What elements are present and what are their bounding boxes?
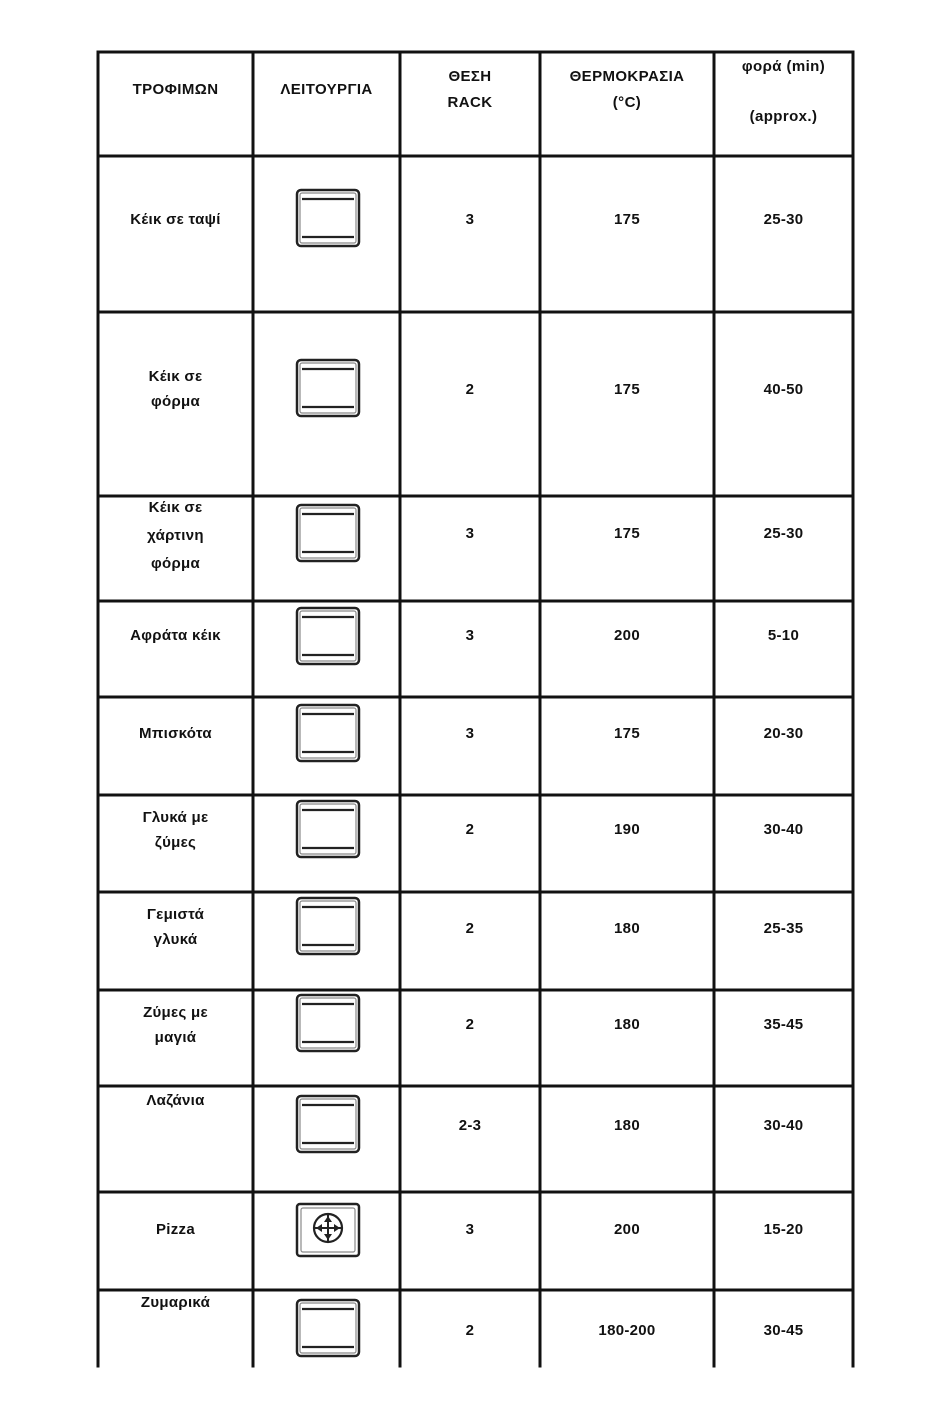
temperature-cell: 175 [614,724,640,742]
food-cell: Μπισκότα [139,724,212,742]
temperature-cell: 180 [614,1015,640,1033]
rack-cell: 2 [465,820,475,838]
rack-cell: 2 [465,919,475,937]
conventional-oven-icon [295,703,361,763]
header-food: ΤΡΟΦΙΜΩΝ [132,81,219,98]
time-cell: 35-45 [763,1015,804,1033]
temperature-cell: 190 [614,820,640,838]
time-cell: 30-40 [763,1116,804,1134]
time-cell: 15-20 [763,1220,804,1238]
fan-oven-icon [295,1202,361,1258]
rack-cell: 3 [465,525,475,542]
table-row [100,1000,251,1060]
conventional-oven-icon [295,503,361,563]
food-cell: Pizza [155,1220,195,1238]
temperature-cell: 175 [614,210,640,228]
time-cell: 30-45 [763,1321,804,1339]
table-row [100,158,251,280]
temperature-cell: 175 [614,525,640,542]
food-cell: Γλυκά με ζύμες [142,809,209,851]
table-row [100,1194,251,1264]
time-cell: 5-10 [767,626,800,644]
conventional-oven-icon [295,606,361,666]
conventional-oven-icon [295,896,361,956]
time-cell: 25-35 [763,919,804,937]
header-rack: ΘΕΣΗ RACK [447,68,493,111]
time-cell: 40-50 [763,380,804,398]
food-cell: Κέικ σε ταψί [130,210,221,228]
food-cell: Λαζάνια [146,1092,205,1109]
conventional-oven-icon [295,993,361,1053]
rack-cell: 2-3 [458,1116,482,1134]
food-cell: Ζυμαρικά [140,1294,211,1311]
conventional-oven-icon [295,799,361,859]
rack-cell: 3 [465,724,475,742]
food-cell: Ζύμες με μαγιά [143,1004,208,1046]
rack-cell: 2 [465,1015,475,1033]
time-cell: 25-30 [763,210,804,228]
table-row [100,603,251,667]
header-temperature: ΘΕΡΜΟΚΡΑΣΙΑ (°C) [569,68,685,111]
table-row [100,1088,251,1128]
temperature-cell: 180 [614,919,640,937]
food-cell: Κέικ σε φόρμα [148,368,203,410]
conventional-oven-icon [295,1094,361,1154]
temperature-cell: 180-200 [598,1321,656,1339]
table-row [100,340,251,438]
conventional-oven-icon [295,1298,361,1358]
food-cell: Κέικ σε χάρτινη φόρμα [147,499,204,572]
time-cell: 25-30 [763,525,804,542]
header-time: φορά (min) (approx.) [741,58,826,125]
food-cell: Γεμιστά γλυκά [146,906,205,948]
table-row [100,902,251,962]
time-cell: 30-40 [763,820,804,838]
conventional-oven-icon [295,358,361,418]
food-cell: Αφράτα κέικ [130,626,221,644]
header-function: ΛΕΙΤΟΥΡΓΙΑ [280,81,373,98]
table-row [100,494,251,584]
temperature-cell: 175 [614,380,640,398]
rack-cell: 3 [465,210,475,228]
table-row [100,805,251,865]
temperature-cell: 200 [614,1220,640,1238]
rack-cell: 2 [465,1321,475,1339]
temperature-cell: 200 [614,626,640,644]
rack-cell: 3 [465,1220,475,1238]
rack-cell: 3 [465,626,475,644]
rack-cell: 2 [465,380,475,398]
temperature-cell: 180 [614,1116,640,1134]
time-cell: 20-30 [763,724,804,742]
table-row [100,1290,251,1330]
table-row [100,699,251,767]
conventional-oven-icon [295,188,361,248]
